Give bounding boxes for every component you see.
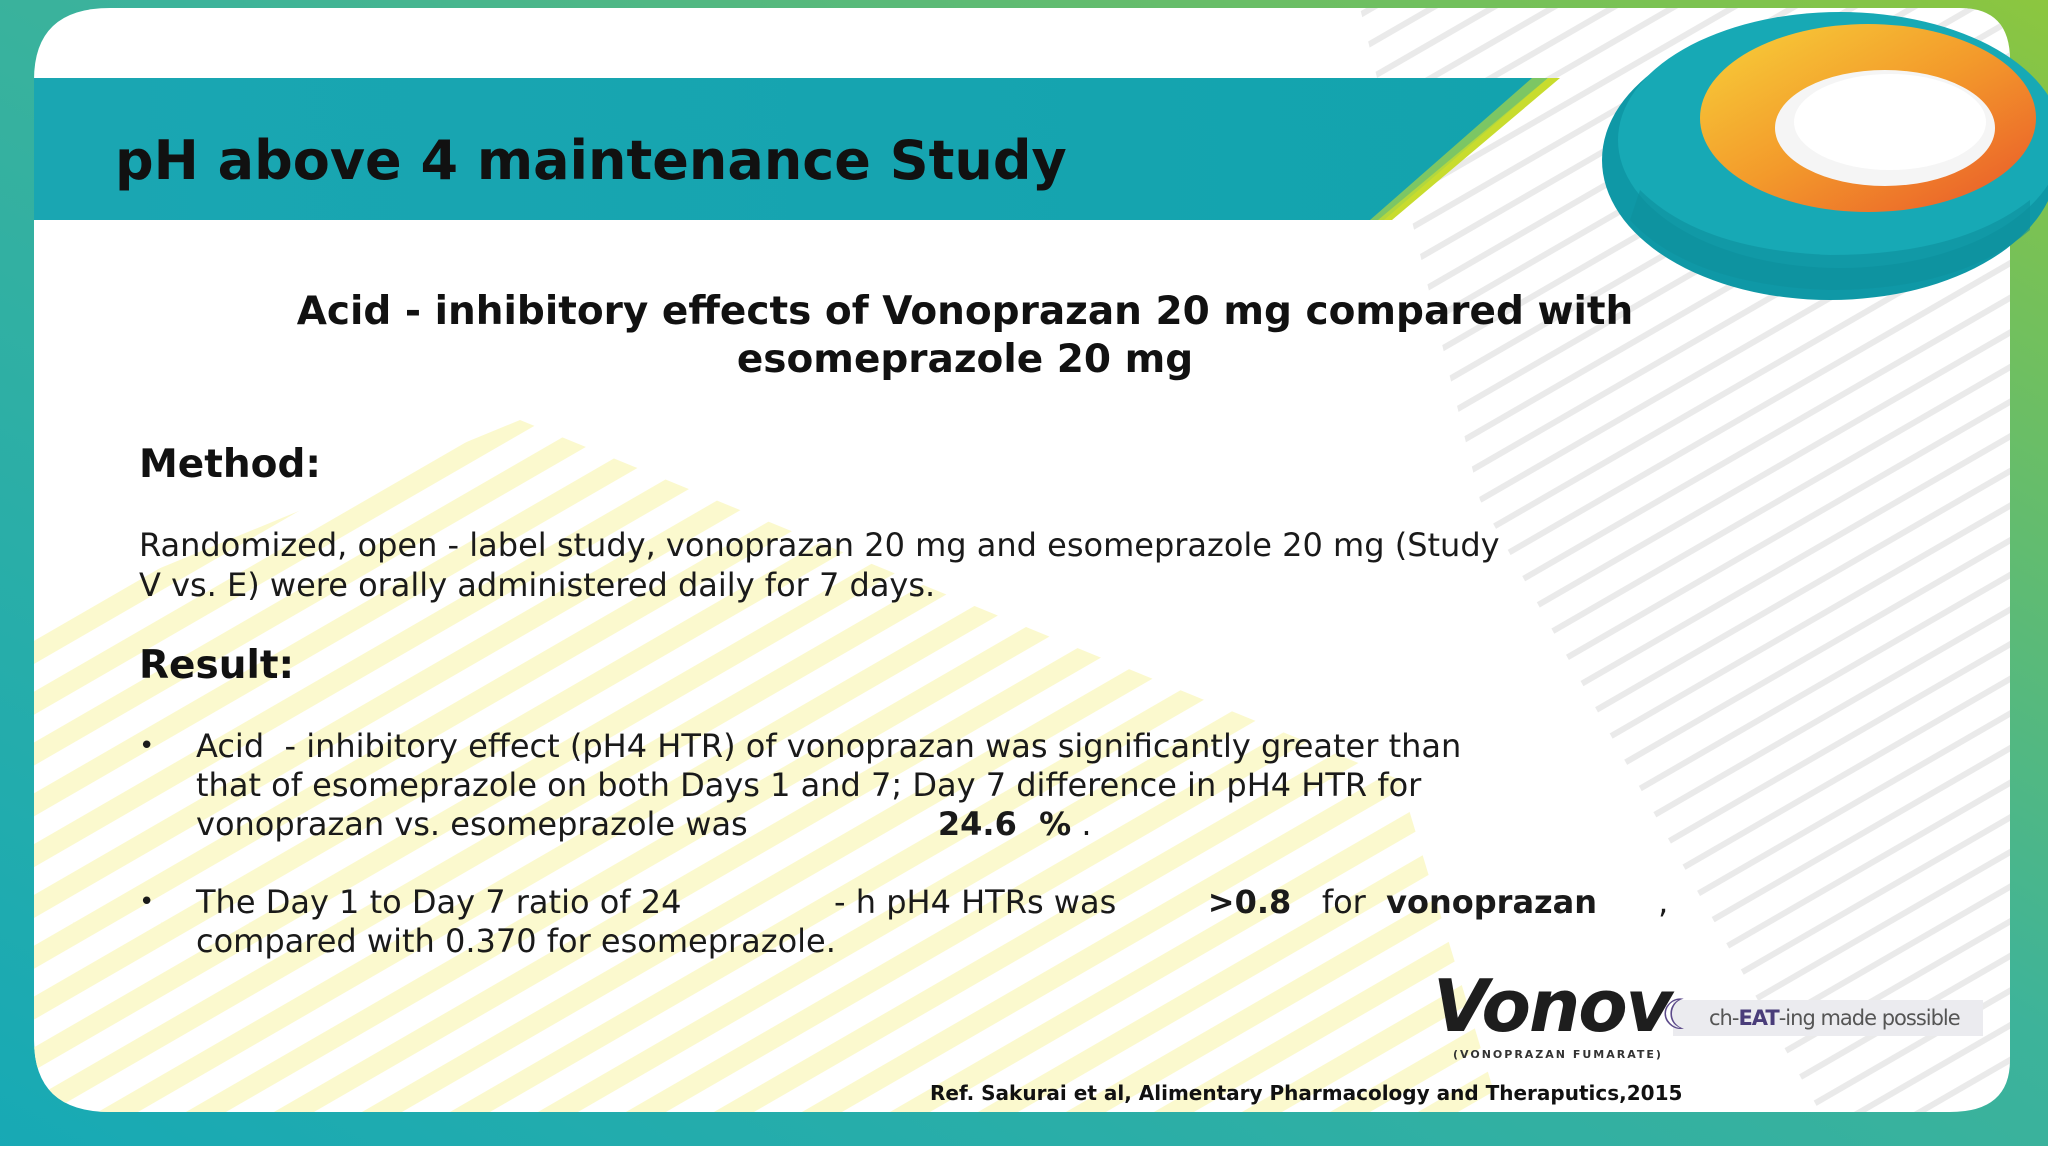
subtitle-line: Acid - inhibitory effects of Vonoprazan 20 mg compared with	[296, 289, 1634, 334]
result-heading: Result:	[139, 643, 295, 688]
result-bullet-list	[139, 727, 1739, 961]
bullet-dot-icon: •	[139, 731, 155, 761]
bullet-line: that of esomeprazole on both Days 1 and 7; Day 7 difference in pH4 HTR for	[196, 766, 1422, 804]
reference-citation: Ref. Sakurai et al, Alimentary Pharmacology and Theraputics,2015	[930, 1081, 1683, 1105]
logo-subtext: (VONOPRAZAN FUMARATE)	[1453, 1048, 1663, 1061]
tagline	[1709, 1004, 1960, 1032]
highlight-value: 24.6 %	[937, 805, 1072, 843]
highlight-drug: vonoprazan	[1386, 883, 1598, 921]
crescent-moon-icon: ☾	[1661, 990, 1699, 1039]
logo-wordmark: Vonov	[1433, 964, 1671, 1048]
study-subtitle	[170, 288, 1760, 384]
result-bullet	[139, 727, 1739, 844]
result-bullet	[139, 883, 1739, 961]
vonov-logo	[1433, 964, 1993, 1062]
bullet-text: The Day 1 to Day 7 ratio of 24 - h pH4 HTRs was	[196, 883, 1208, 921]
bullet-text: vonoprazan vs. esomeprazole was	[196, 805, 758, 843]
highlight-value: >0.8	[1207, 883, 1292, 921]
bullet-dot-icon: •	[139, 887, 155, 917]
tagline-text: ch-	[1709, 1006, 1739, 1030]
bullet-line: Acid - inhibitory effect (pH4 HTR) of vonoprazan was significantly greater than	[196, 727, 1462, 765]
tagline-bold: EAT	[1738, 1006, 1779, 1030]
method-line: Randomized, open - label study, vonoprazan 20 mg and esomeprazole 20 mg (Study	[139, 526, 1500, 564]
method-line: V vs. E) were orally administered daily for 7 days.	[139, 566, 936, 604]
bullet-text: .	[1071, 805, 1092, 843]
method-paragraph	[139, 525, 1699, 605]
bullet-line	[196, 883, 1739, 922]
bullet-line: compared with 0.370 for esomeprazole.	[196, 922, 836, 960]
bullet-text: for	[1291, 883, 1387, 921]
bullet-text: ,	[1597, 883, 1669, 921]
slide-title: pH above 4 maintenance Study	[115, 129, 1067, 192]
method-heading: Method:	[139, 442, 321, 487]
bullet-line	[196, 805, 1739, 844]
subtitle-line: esomeprazole 20 mg	[736, 337, 1194, 382]
tagline-text: -ing made possible	[1778, 1006, 1960, 1030]
